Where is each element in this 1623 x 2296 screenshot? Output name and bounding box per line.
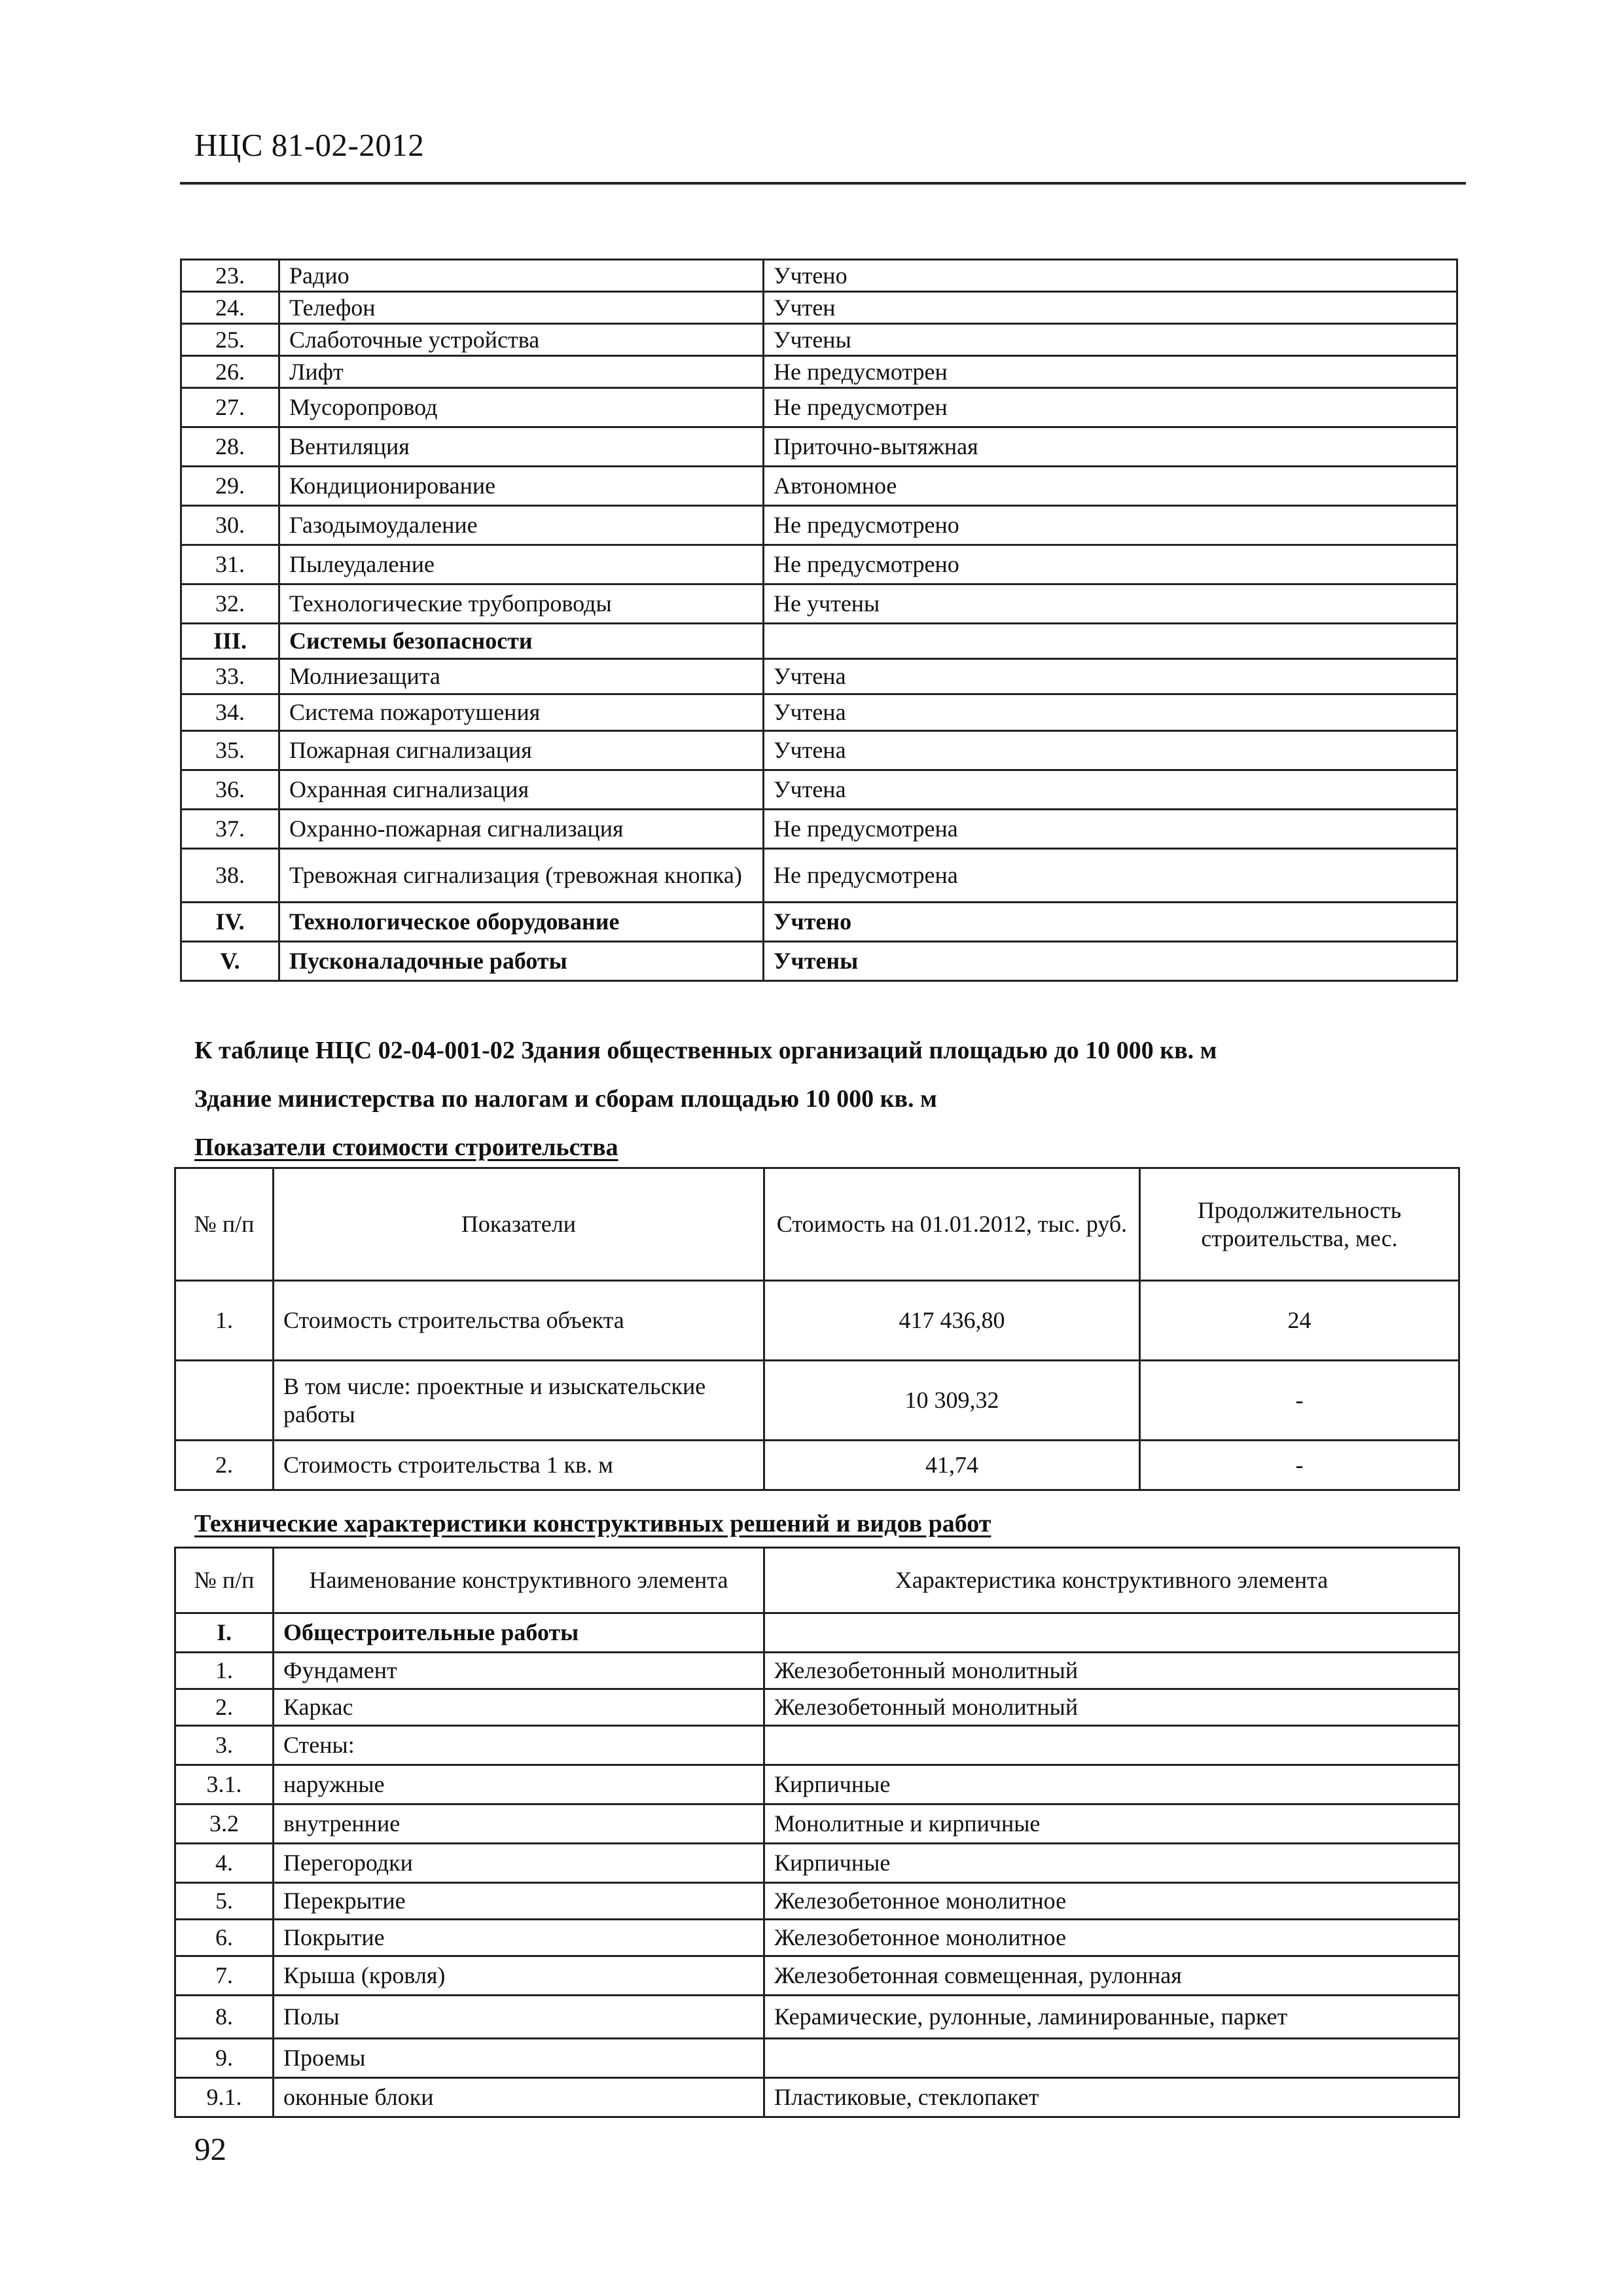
row-number: 35. — [181, 731, 279, 770]
row-number: 1. — [175, 1281, 274, 1361]
row-name: Пылеудаление — [279, 545, 764, 584]
row-number: 38. — [181, 849, 279, 903]
row-value: Керамические, рулонные, ламинированные, паркет — [764, 1996, 1459, 2039]
row-name: Полы — [274, 1996, 764, 2039]
row-value — [764, 624, 1457, 659]
row-name: Общестроительные работы — [274, 1613, 764, 1653]
row-number: 4. — [175, 1844, 274, 1883]
row-name: Охранно-пожарная сигнализация — [279, 810, 764, 849]
table-row — [181, 694, 1457, 731]
row-number: 9. — [175, 2039, 274, 2078]
row-value: Не предусмотрен — [764, 356, 1457, 388]
table-row — [181, 624, 1457, 659]
row-name: Пусконаладочные работы — [279, 942, 764, 981]
row-value: Учтены — [764, 942, 1457, 981]
header-divider — [180, 182, 1466, 185]
row-value: Кирпичные — [764, 1844, 1459, 1883]
row-value: Монолитные и кирпичные — [764, 1804, 1459, 1844]
table-row — [181, 770, 1457, 810]
row-number: 1. — [175, 1653, 274, 1689]
table-row — [175, 1844, 1459, 1883]
row-cost: 41,74 — [764, 1441, 1140, 1490]
row-number: I. — [175, 1613, 274, 1653]
row-name: Технологическое оборудование — [279, 903, 764, 942]
row-value: Автономное — [764, 467, 1457, 506]
table-row — [175, 1441, 1459, 1490]
cost-table-header-row — [175, 1168, 1459, 1281]
row-value: Учтен — [764, 292, 1457, 324]
table-row — [175, 1653, 1459, 1689]
row-name: Тревожная сигнализация (тревожная кнопка) — [279, 849, 764, 903]
row-name: Охранная сигнализация — [279, 770, 764, 810]
row-number: 8. — [175, 1996, 274, 2039]
specs-header-characteristic: Характеристика конструктивного элемента — [764, 1548, 1459, 1613]
row-number: 3.2 — [175, 1804, 274, 1844]
row-value: Кирпичные — [764, 1765, 1459, 1804]
row-value — [764, 1613, 1459, 1653]
row-value: Не предусмотрено — [764, 506, 1457, 545]
row-number: 29. — [181, 467, 279, 506]
cost-table-body — [175, 1281, 1459, 1490]
row-name: Мусоропровод — [279, 388, 764, 427]
table-row — [175, 1613, 1459, 1653]
table-row — [181, 810, 1457, 849]
row-name: Фундамент — [274, 1653, 764, 1689]
table-row — [175, 1689, 1459, 1726]
table-row — [181, 942, 1457, 981]
row-name: Перекрытие — [274, 1883, 764, 1920]
row-value — [764, 2039, 1459, 2078]
row-name: Проемы — [274, 2039, 764, 2078]
table-row — [175, 1883, 1459, 1920]
table-row — [181, 427, 1457, 467]
specs-table-body — [175, 1613, 1459, 2117]
tech-specs-caption: Технические характеристики конструктивных решений и видов работ — [194, 1510, 991, 1537]
row-value: Учтено — [764, 903, 1457, 942]
table-row — [181, 849, 1457, 903]
table-row — [181, 388, 1457, 427]
row-name: Стоимость строительства 1 кв. м — [274, 1441, 764, 1490]
row-number: 30. — [181, 506, 279, 545]
row-duration: 24 — [1140, 1281, 1459, 1361]
systems-table — [180, 259, 1458, 982]
table-row — [175, 1361, 1459, 1441]
row-number: IV. — [181, 903, 279, 942]
table-row — [181, 903, 1457, 942]
table-row — [181, 356, 1457, 388]
row-value: Не предусмотрена — [764, 849, 1457, 903]
row-number: 9.1. — [175, 2078, 274, 2117]
row-value: Железобетонный монолитный — [764, 1689, 1459, 1726]
row-name: Стены: — [274, 1726, 764, 1765]
row-number: 6. — [175, 1920, 274, 1956]
row-name: Газодымоудаление — [279, 506, 764, 545]
row-duration: - — [1140, 1441, 1459, 1490]
row-name: оконные блоки — [274, 2078, 764, 2117]
row-name: Системы безопасности — [279, 624, 764, 659]
table-row — [175, 1996, 1459, 2039]
row-name: Радио — [279, 260, 764, 292]
row-name: Каркас — [274, 1689, 764, 1726]
row-name: Кондиционирование — [279, 467, 764, 506]
row-value: Учтена — [764, 694, 1457, 731]
row-number: 3. — [175, 1726, 274, 1765]
table-row — [175, 1281, 1459, 1361]
row-number: 2. — [175, 1441, 274, 1490]
row-value: Железобетонная совмещенная, рулонная — [764, 1956, 1459, 1996]
row-value: Железобетонный монолитный — [764, 1653, 1459, 1689]
table-reference-caption: К таблице НЦС 02-04-001-02 Здания общественных организаций площадью до 10 000 кв. м — [194, 1037, 1217, 1064]
row-value: Учтены — [764, 324, 1457, 356]
table-row — [181, 584, 1457, 624]
row-number: 34. — [181, 694, 279, 731]
page-number: 92 — [194, 2131, 226, 2167]
table-row — [175, 1765, 1459, 1804]
row-number: 32. — [181, 584, 279, 624]
row-value: Пластиковые, стеклопакет — [764, 2078, 1459, 2117]
row-name: внутренние — [274, 1804, 764, 1844]
cost-table — [174, 1167, 1460, 1491]
row-number: 3.1. — [175, 1765, 274, 1804]
row-name: Слаботочные устройства — [279, 324, 764, 356]
table-row — [175, 1956, 1459, 1996]
row-value: Железобетонное монолитное — [764, 1883, 1459, 1920]
row-value: Железобетонное монолитное — [764, 1920, 1459, 1956]
row-name: Пожарная сигнализация — [279, 731, 764, 770]
row-value — [764, 1726, 1459, 1765]
table-row — [175, 1726, 1459, 1765]
table-row — [181, 324, 1457, 356]
row-name: Стоимость строительства объекта — [274, 1281, 764, 1361]
row-name: Крыша (кровля) — [274, 1956, 764, 1996]
row-number: 23. — [181, 260, 279, 292]
row-number: 36. — [181, 770, 279, 810]
row-name: В том числе: проектные и изыскательские работы — [274, 1361, 764, 1441]
row-number: 33. — [181, 659, 279, 694]
table-row — [181, 545, 1457, 584]
row-value: Учтено — [764, 260, 1457, 292]
table-row — [175, 2078, 1459, 2117]
row-number: 27. — [181, 388, 279, 427]
row-number: 31. — [181, 545, 279, 584]
specs-table — [174, 1547, 1460, 2118]
row-duration: - — [1140, 1361, 1459, 1441]
systems-table-body — [181, 260, 1457, 981]
table-row — [181, 467, 1457, 506]
row-value: Не предусмотрено — [764, 545, 1457, 584]
row-value: Приточно-вытяжная — [764, 427, 1457, 467]
table-row — [181, 260, 1457, 292]
row-name: Технологические трубопроводы — [279, 584, 764, 624]
table-row — [175, 1920, 1459, 1956]
cost-header-cost: Стоимость на 01.01.2012, тыс. руб. — [764, 1168, 1140, 1281]
row-number: 5. — [175, 1883, 274, 1920]
row-cost: 10 309,32 — [764, 1361, 1140, 1441]
row-name: Перегородки — [274, 1844, 764, 1883]
row-name: Телефон — [279, 292, 764, 324]
table-row — [181, 292, 1457, 324]
row-number: III. — [181, 624, 279, 659]
row-value: Учтена — [764, 770, 1457, 810]
row-value: Учтена — [764, 659, 1457, 694]
row-number: 24. — [181, 292, 279, 324]
cost-header-num: № п/п — [175, 1168, 274, 1281]
table-row — [181, 506, 1457, 545]
row-value: Не предусмотрена — [764, 810, 1457, 849]
row-value: Учтена — [764, 731, 1457, 770]
page-header-title: НЦС 81-02-2012 — [194, 127, 425, 163]
row-number: 2. — [175, 1689, 274, 1726]
cost-header-indicators: Показатели — [274, 1168, 764, 1281]
cost-indicators-caption: Показатели стоимости строительства — [194, 1134, 618, 1161]
row-number: V. — [181, 942, 279, 981]
specs-table-header-row — [175, 1548, 1459, 1613]
specs-header-element: Наименование конструктивного элемента — [274, 1548, 764, 1613]
row-number: 28. — [181, 427, 279, 467]
row-value: Не учтены — [764, 584, 1457, 624]
table-row — [175, 1804, 1459, 1844]
row-number: 7. — [175, 1956, 274, 1996]
row-number: 25. — [181, 324, 279, 356]
row-cost: 417 436,80 — [764, 1281, 1140, 1361]
row-name: Система пожаротушения — [279, 694, 764, 731]
row-name: Лифт — [279, 356, 764, 388]
row-number — [175, 1361, 274, 1441]
row-number: 26. — [181, 356, 279, 388]
cost-header-duration: Продолжительность строительства, мес. — [1140, 1168, 1459, 1281]
row-value: Не предусмотрен — [764, 388, 1457, 427]
specs-header-num: № п/п — [175, 1548, 274, 1613]
table-row — [181, 659, 1457, 694]
row-name: Покрытие — [274, 1920, 764, 1956]
row-name: Вентиляция — [279, 427, 764, 467]
row-name: Молниезащита — [279, 659, 764, 694]
row-name: наружные — [274, 1765, 764, 1804]
table-row — [175, 2039, 1459, 2078]
row-number: 37. — [181, 810, 279, 849]
building-caption: Здание министерства по налогам и сборам площадью 10 000 кв. м — [194, 1085, 937, 1113]
table-row — [181, 731, 1457, 770]
